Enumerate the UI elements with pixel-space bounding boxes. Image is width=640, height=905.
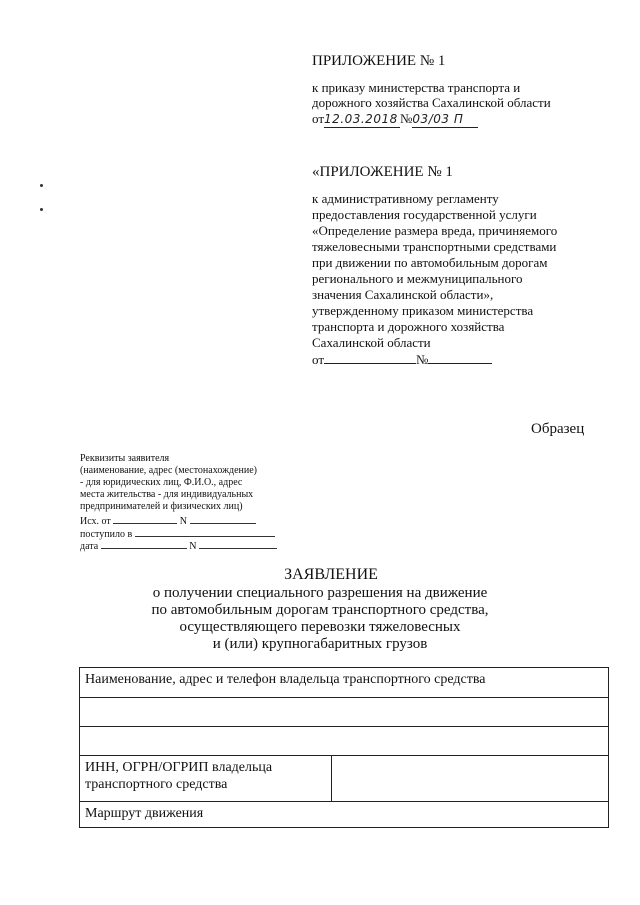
empty-cell bbox=[80, 727, 609, 756]
statement-line: и (или) крупногабаритных грузов bbox=[212, 636, 428, 652]
appendix2-line: утвержденному приказом министерства bbox=[312, 303, 534, 318]
sample-label: Образец bbox=[531, 421, 585, 437]
appendix2-title: «ПРИЛОЖЕНИЕ № 1 bbox=[312, 164, 453, 180]
appendix2-line: «Определение размера вреда, причиняемого bbox=[312, 223, 558, 238]
inn-ogrn-label-cell bbox=[80, 756, 332, 802]
empty-cell bbox=[80, 698, 609, 727]
appendix2-line: регионального и межмуниципального bbox=[312, 271, 523, 286]
appendix1-line2: дорожного хозяйства Сахалинской области bbox=[312, 95, 551, 110]
date-label: дата bbox=[80, 541, 99, 552]
table-row bbox=[80, 698, 609, 727]
appendix2-order-line bbox=[312, 351, 492, 368]
requisites-line: предпринимателей и физических лиц) bbox=[80, 501, 243, 512]
statement-title: ЗАЯВЛЕНИЕ bbox=[284, 566, 378, 583]
received-blank bbox=[135, 526, 275, 537]
requisites-line: (наименование, адрес (местонахождение) bbox=[80, 465, 258, 476]
requisites-line: Реквизиты заявителя bbox=[80, 453, 170, 464]
statement-line: о получении специального разрешения на движение bbox=[152, 585, 488, 601]
requisites-line: - для юридических лиц, Ф.И.О., адрес bbox=[80, 477, 243, 488]
table-row bbox=[80, 727, 609, 756]
owner-name-cell bbox=[80, 668, 609, 698]
owner-name-label: Наименование, адрес и телефон владельца транспортного средства bbox=[85, 672, 486, 687]
n-label: N bbox=[179, 516, 188, 527]
order-date-field bbox=[324, 111, 400, 128]
outgoing-number-blank bbox=[190, 513, 256, 524]
statement-line: по автомобильным дорогам транспортного средства, bbox=[151, 602, 489, 618]
appendix2-line: к административному регламенту bbox=[312, 191, 499, 206]
inn-ogrn-label-line2: транспортного средства bbox=[85, 777, 228, 792]
inn-ogrn-label-line1: ИНН, ОГРН/ОГРИП владельца bbox=[85, 760, 273, 775]
appendix2-line: предоставления государственной услуги bbox=[312, 207, 537, 222]
order-number-handwritten: 03/03 П bbox=[412, 112, 464, 126]
appendix2-line: тяжеловесными транспортными средствами bbox=[312, 239, 557, 254]
route-cell bbox=[80, 802, 609, 828]
margin-dot bbox=[40, 208, 43, 211]
received-label: поступило в bbox=[80, 529, 133, 540]
appendix1-order-line bbox=[312, 111, 478, 128]
appendix2-line: транспорта и дорожного хозяйства bbox=[312, 319, 505, 334]
route-label: Маршрут движения bbox=[85, 806, 204, 821]
outgoing-label: Исх. от bbox=[80, 516, 111, 527]
order-number-field bbox=[412, 111, 478, 128]
appendix1-title: ПРИЛОЖЕНИЕ № 1 bbox=[312, 53, 446, 69]
from-label: от bbox=[312, 111, 325, 126]
appendix2-line: Сахалинской области bbox=[312, 335, 431, 350]
date-number-blank bbox=[199, 538, 277, 549]
date-line bbox=[80, 538, 277, 553]
order-date-handwritten: 12.03.2018 bbox=[324, 112, 398, 126]
blank-number-field bbox=[428, 351, 492, 364]
blank-date-field bbox=[324, 351, 416, 364]
table-row bbox=[80, 802, 609, 828]
requisites-line: места жительства - для индивидуальных bbox=[80, 489, 254, 500]
appendix2-line: при движении по автомобильным дорогам bbox=[312, 255, 548, 270]
number-label: № bbox=[400, 111, 413, 126]
table-row bbox=[80, 668, 609, 698]
statement-line: осуществляющего перевозки тяжеловесных bbox=[179, 619, 461, 635]
inn-ogrn-value-cell bbox=[332, 756, 609, 802]
outgoing-date-blank bbox=[113, 513, 177, 524]
n-label: N bbox=[189, 541, 197, 552]
appendix1-line1: к приказу министерства транспорта и bbox=[312, 80, 521, 95]
from-label: от bbox=[312, 352, 325, 367]
appendix2-line: значения Сахалинской области», bbox=[312, 287, 494, 302]
date-blank bbox=[101, 538, 187, 549]
margin-dot bbox=[40, 184, 43, 187]
application-form-table bbox=[79, 667, 609, 828]
table-row bbox=[80, 756, 609, 802]
number-label: № bbox=[416, 352, 429, 367]
